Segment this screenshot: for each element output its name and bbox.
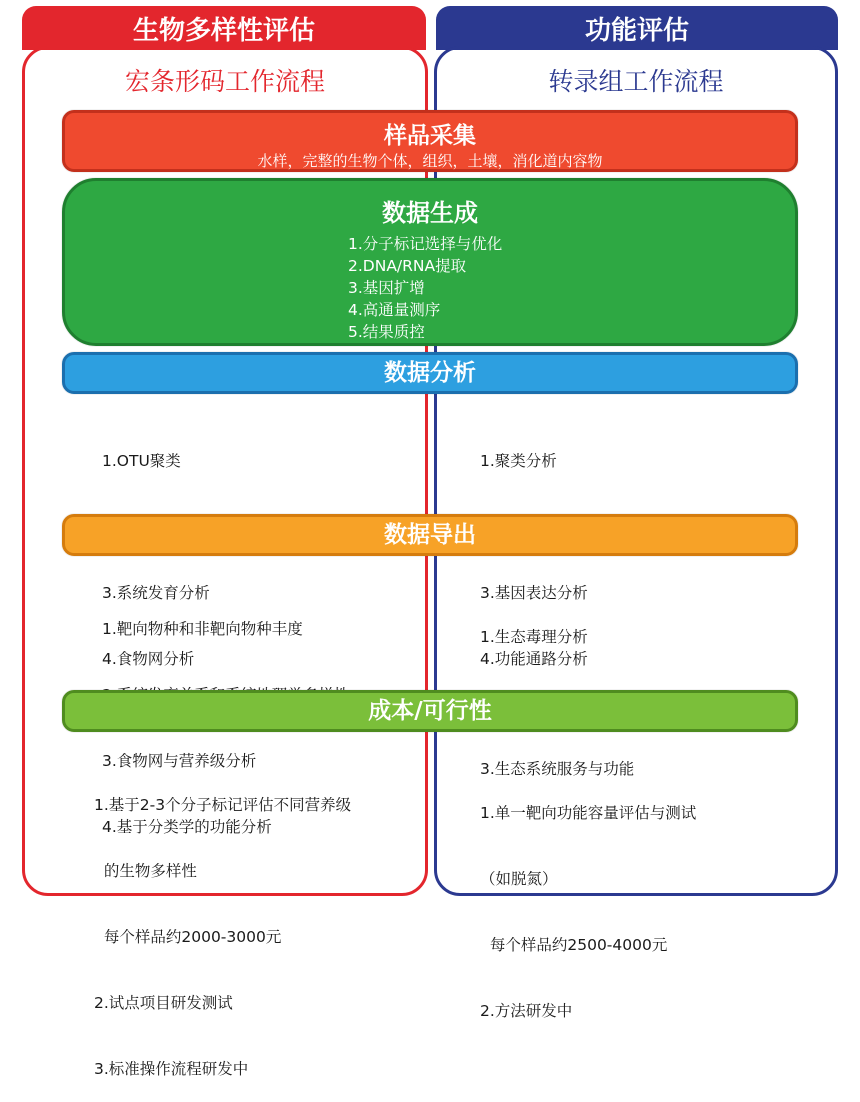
sample-collection-subtitle: 水样，完整的生物个体，组织，土壤，消化道内容物	[257, 152, 603, 170]
right-subtitle: 转录组工作流程	[548, 67, 724, 96]
left-subtitle: 宏条形码工作流程	[124, 67, 325, 96]
sample-collection-title: 样品采集	[384, 123, 476, 149]
list-item: 2.试点项目研发测试	[94, 994, 233, 1012]
list-item: 1.生态毒理分析	[480, 628, 588, 646]
cost-band	[62, 690, 798, 732]
generation-item: 3.基因扩增	[348, 279, 425, 297]
list-item: 3.基因表达分析	[480, 584, 588, 602]
data-output-title: 数据导出	[384, 522, 476, 548]
data-generation-band	[62, 178, 798, 346]
generation-item: 1.分子标记选择与优化	[348, 235, 503, 253]
list-item: 2.方法研发中	[480, 1002, 573, 1020]
list-item: 3.食物网与营养级分析	[102, 752, 257, 770]
list-item: 3.标准操作流程研发中	[94, 1060, 249, 1078]
list-item: 4.食物网分析	[102, 650, 195, 668]
list-item: 1.靶向物种和非靶向物种丰度	[102, 620, 303, 638]
list-item: 4.基于分类学的功能分析	[102, 818, 272, 836]
list-item: 1.聚类分析	[480, 452, 557, 470]
right-header: 功能评估	[436, 6, 838, 50]
sample-collection-band	[62, 110, 798, 172]
list-item: 每个样品约2000-3000元	[94, 928, 282, 946]
data-generation-title: 数据生成	[382, 199, 478, 227]
data-generation-list	[348, 233, 502, 343]
cost-left-list	[94, 750, 351, 1102]
list-item: （如脱氮）	[480, 870, 558, 888]
list-item: 4.功能通路分析	[480, 650, 588, 668]
cost-title: 成本/可行性	[368, 698, 492, 724]
list-item: 1.单一靶向功能容量评估与测试	[480, 804, 697, 822]
data-output-band	[62, 514, 798, 556]
list-item: 的生物多样性	[94, 862, 197, 880]
list-item: 3.系统发育分析	[102, 584, 210, 602]
cost-right-list	[480, 758, 696, 1044]
list-item: 1.基于2-3个分子标记评估不同营养级	[94, 796, 352, 814]
data-analysis-band	[62, 352, 798, 394]
generation-item: 5.结果质控	[348, 323, 425, 341]
data-analysis-title: 数据分析	[384, 360, 476, 386]
list-item: 每个样品约2500-4000元	[480, 936, 668, 954]
list-item: 3.生态系统服务与功能	[480, 760, 635, 778]
list-item: 1.OTU聚类	[102, 452, 181, 470]
generation-item: 4.高通量测序	[348, 301, 441, 319]
left-header: 生物多样性评估	[22, 6, 426, 50]
generation-item: 2.DNA/RNA提取	[348, 257, 467, 275]
